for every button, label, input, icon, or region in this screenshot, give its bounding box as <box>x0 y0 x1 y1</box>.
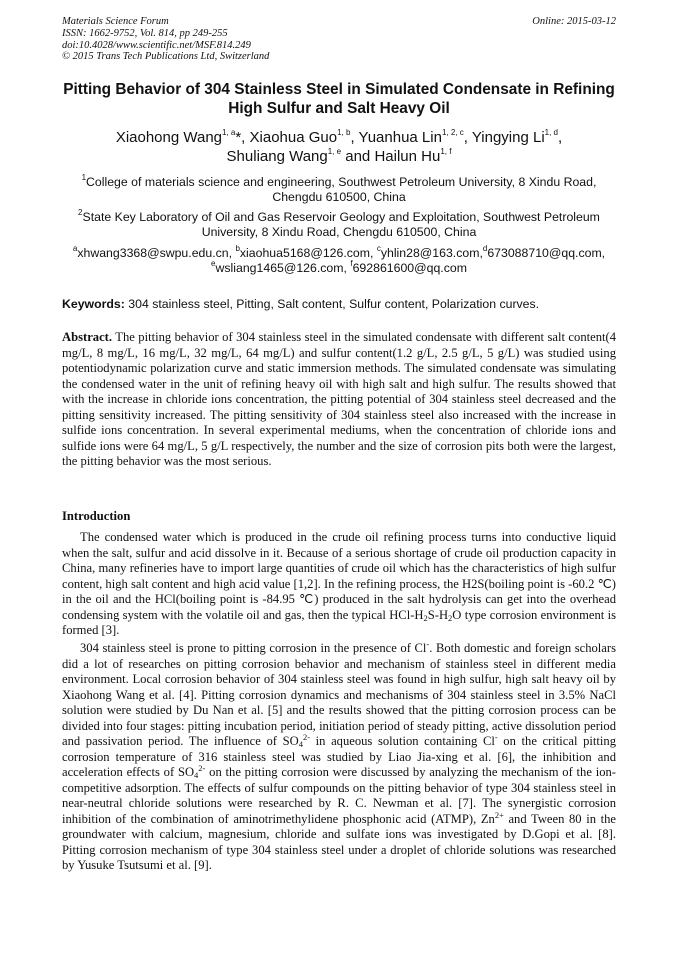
paragraph-text: on the pitting corrosion were discussed by analyzing the mechanism of the ion-competitive adsorption. The effects of sulfur compounds on the pitting behavior of type 304 stainless steel in near-neutral chloride solutions were researched by R. C. Newman et al. [7]. The synergistic corrosion inhibition of the combination of aminotrimethylidene phosphonic acid (ATMP), Zn <box>62 765 616 826</box>
email-link[interactable]: xiaohua5168@126.com, <box>239 246 377 260</box>
intro-paragraph-2 <box>62 641 616 874</box>
author-name: Shuliang Wang <box>226 148 328 165</box>
author-name: Xiaohong Wang <box>115 129 222 146</box>
subscript: 4 <box>194 770 199 780</box>
superscript: 2+ <box>494 809 504 820</box>
email-link[interactable]: yhlin28@163.com, <box>380 246 483 260</box>
author-separator: , <box>350 129 359 146</box>
affiliation-2 <box>62 207 616 241</box>
email-link[interactable]: 673088710@qq.com, <box>487 246 606 260</box>
keywords-text: 304 stainless steel, Pitting, Salt content, Sulfur content, Polarization curves. <box>124 297 540 311</box>
paragraph-text: 304 stainless steel is prone to pitting corrosion in the presence of Cl <box>80 641 427 655</box>
paragraph-text: and Tween 80 in the groundwater with calcium, magnesium, chloride and sulfate ions was investigated by D.Gopi et al. [8]. Pitting corrosion mechanism of type 304 stainless steel under a droplet of chloride solutions was researched by Yusuke Tsutsumi et al. [9]. <box>62 811 616 872</box>
author-separator: , <box>463 129 472 146</box>
email-link[interactable]: 692861600@qq.com <box>352 261 467 276</box>
author-name: Hailun Hu <box>374 148 441 165</box>
affiliation-sup: 2 <box>78 207 83 217</box>
issn-line: ISSN: 1662-9752, Vol. 814, pp 249-255 <box>62 27 228 39</box>
author-sup: 1, a <box>222 128 236 137</box>
email-sup: a <box>72 243 78 253</box>
journal-name: Materials Science Forum <box>62 16 169 27</box>
author-sup: 1, d <box>544 128 558 137</box>
subscript: 4 <box>298 739 303 749</box>
email-sup: c <box>376 243 381 253</box>
journal-header <box>62 16 392 63</box>
paragraph-text: . Both domestic and foreign scholars did a lot of researches on pitting corrosion behavior and mechanism of stainless steel in different media environment. Local corrosion behavior of 304 stainless steel was found in high sulfur, high salt heavy oil by Xiaohong Wang et al. [4]. Pitting corrosion dynamics and mechanisms of 304 stainless steel in 3.5% NaCl solution were studied by Du Nan et al. [5] and the results showed that the pitting corrosion process can be divided into four stages: pitting incubation period, initiation period of steady pitting, active dissolution period and passivation period. The influence of SO <box>62 641 616 748</box>
copyright-line: © 2015 Trans Tech Publications Ltd, Switzerland <box>62 51 270 63</box>
affiliation-sup: 1 <box>81 172 87 182</box>
abstract <box>62 330 616 470</box>
author-separator: , <box>558 129 563 146</box>
abstract-text: The pitting behavior of 304 stainless steel in the simulated condensate with different salt content(4 mg/L, 8 mg/L, 16 mg/L, 32 mg/L, 64 mg/L) and sulfur content(1.2 g/L, 2.5 g/L, 5 g/L) was studied using potentiodynamic polarization curve and static immersion methods. The simulated condensate was simulating the condensed water in the unit of refining heavy oil with high salt and high sulfur. The results showed that with the increase in chloride ions concentration, the pitting potential of 304 stainless steel decreased and the pitting sensitivity increased. The pitting sensitivity of 304 stainless steel also increased with the increase in sulfide ions concentration. In several experimental mediums, when the concentration of chloride ions and sulfide ions were 64 mg/L, 5 g/L respectively, the number and the size of corrosion pits both were the largest, the pitting behavior was the most serious. <box>62 330 616 468</box>
email-sup: f <box>350 259 353 269</box>
author-sup: 1, f <box>440 147 452 156</box>
keywords <box>62 297 616 312</box>
paragraph-text: S-H <box>427 607 449 622</box>
intro-paragraph-1 <box>62 530 616 639</box>
superscript: 2- <box>302 732 311 742</box>
author-sup: 1, e <box>327 147 342 156</box>
paragraph-text: The condensed water which is produced in the crude oil refining process turns into conductive liquid when the salt, sulfur and acid dissolve in it. Because of a serious shortage of crude oil production capacity in China, many refineries have to import large quantities of crude oil which has the characteristics of high sulfur content, high salt content and high acid value [1,2]. In the refining process, the H2S(boiling point is -60.2 ℃) in the oil and the HCl(boiling point is -84.95 ℃) produced in the salt hydrolysis can get into the overhead condensing system with the volatile oil and gas, then the typical HCl-H <box>62 530 616 622</box>
subscript: 2 <box>448 612 453 623</box>
email-link[interactable]: xhwang3368@swpu.edu.cn, <box>77 246 236 260</box>
paragraph-text: O type corrosion environment is formed [3]. <box>62 607 616 637</box>
author-sup: 1, 2, c <box>441 128 464 137</box>
author-name: Xiaohua Guo <box>249 129 338 146</box>
affiliation-line: Chengdu 610500, China <box>272 190 406 205</box>
subscript: 2 <box>423 612 428 623</box>
affiliation-line: College of materials science and engineering, Southwest Petroleum University, 8 Xindu Road, <box>86 175 597 189</box>
email-sup: b <box>235 243 240 253</box>
paragraph-text: in aqueous solution containing Cl <box>310 734 495 748</box>
author-separator: and <box>341 148 375 165</box>
affiliation-line: State Key Laboratory of Oil and Gas Reservoir Geology and Exploitation, Southwest Petroleum <box>82 210 600 224</box>
author-list <box>62 128 616 166</box>
author-name: Yingying Li <box>471 129 545 146</box>
email-list <box>62 243 616 277</box>
superscript: 2- <box>198 763 206 773</box>
introduction-heading: Introduction <box>62 509 131 523</box>
author-name: Yuanhua Lin <box>358 129 442 146</box>
doi-line: doi:10.4028/www.scientific.net/MSF.814.249 <box>62 39 251 51</box>
abstract-label: Abstract. <box>62 330 113 344</box>
author-separator: *, <box>235 129 250 146</box>
paragraph-text: on the critical pitting corrosion temperature of 316 stainless steel was studied by Liao Jia-xing et al. [6], the inhibition and acceleration effects of SO <box>62 734 616 779</box>
email-link[interactable]: wsliang1465@126.com, <box>215 261 351 276</box>
affiliation-1 <box>62 172 616 206</box>
keywords-label: Keywords: <box>62 297 125 311</box>
online-date: Online: 2015-03-12 <box>532 16 616 27</box>
email-sup: e <box>211 259 216 269</box>
email-sup: d <box>482 243 488 253</box>
author-sup: 1, b <box>337 128 351 137</box>
paper-title: Pitting Behavior of 304 Stainless Steel in Simulated Condensate in Refining High Sulfur and Salt Heavy Oil <box>63 81 615 117</box>
superscript: - <box>494 732 498 742</box>
superscript: - <box>426 639 430 649</box>
affiliation-line: University, 8 Xindu Road, Chengdu 610500, China <box>201 225 477 240</box>
